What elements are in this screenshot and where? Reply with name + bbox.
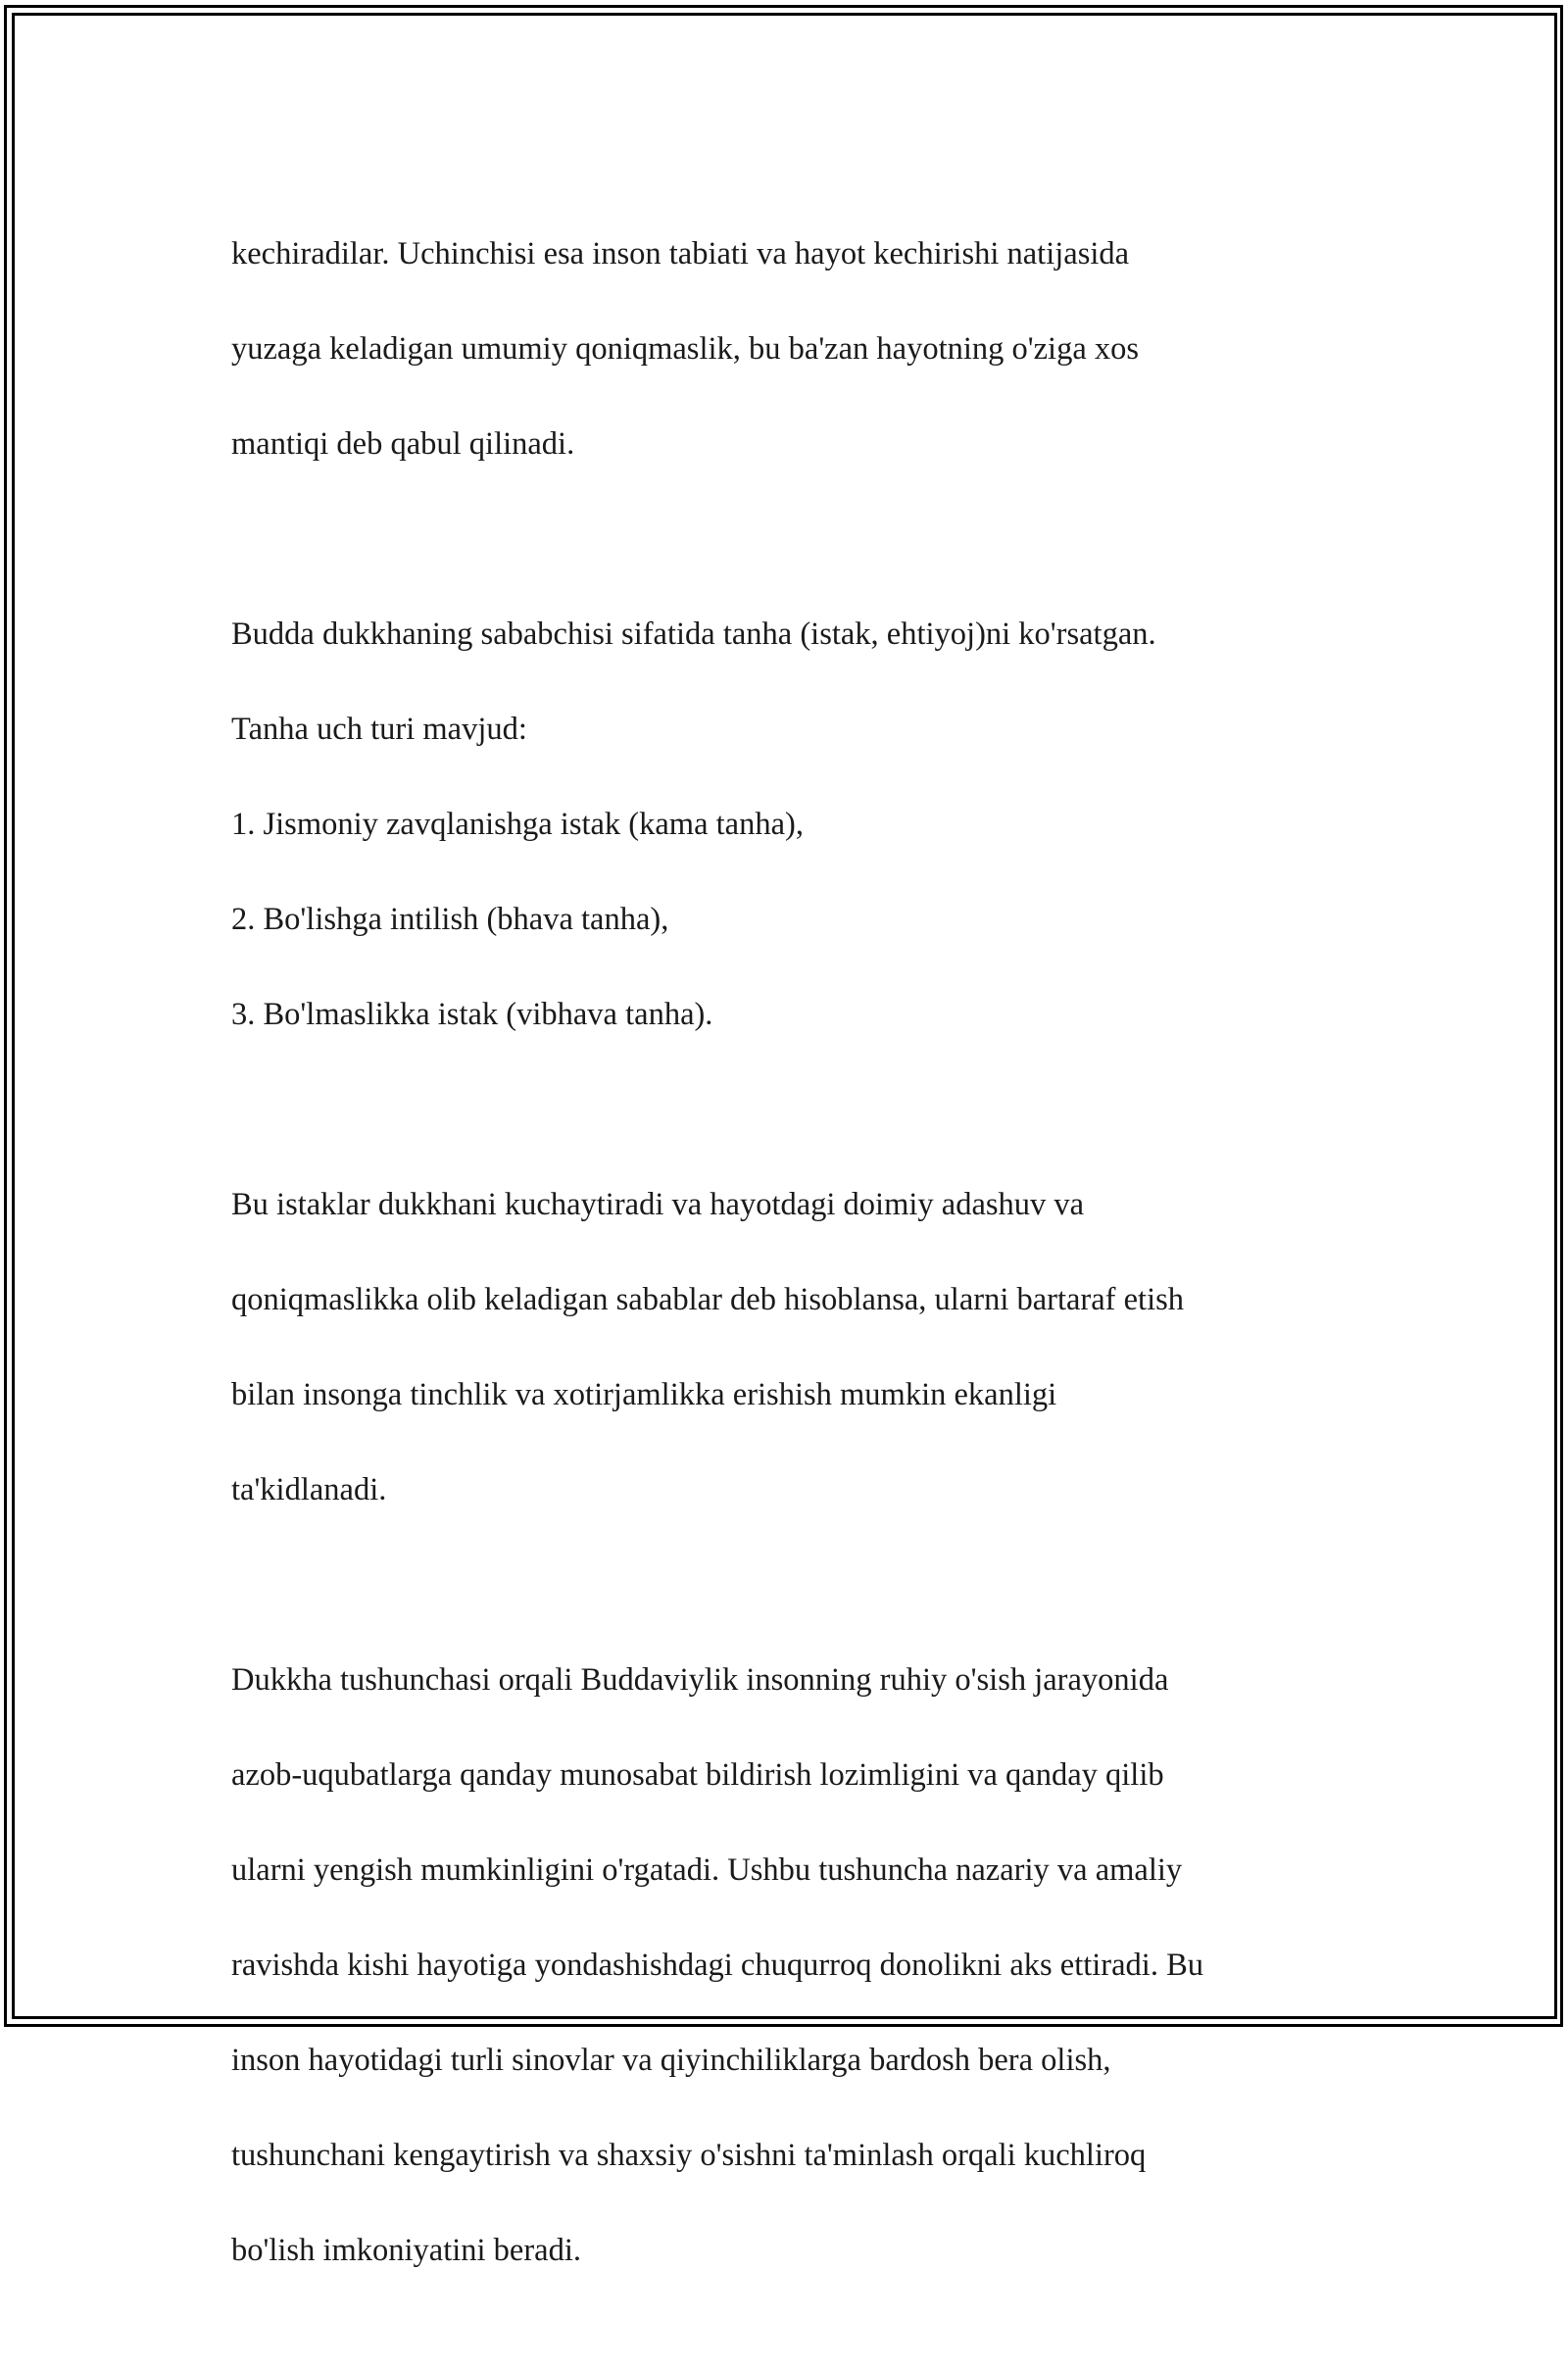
text-line: ravishda kishi hayotiga yondashishdagi chuqurroq donolikni aks ettiradi. Bu: [231, 1947, 1203, 1983]
text-line: mantiqi deb qabul qilinadi.: [231, 425, 575, 462]
text-line: Tanha uch turi mavjud:: [231, 711, 527, 747]
text-line: ularni yengish mumkinligini o'rgatadi. Ushbu tushuncha nazariy va amaliy: [231, 1851, 1183, 1888]
text-line: Budda dukkhaning sababchisi sifatida tanha (istak, ehtiyoj)ni ko'rsatgan.: [231, 616, 1156, 652]
text-line: qoniqmaslikka olib keladigan sabablar deb hisoblansa, ularni bartaraf etish: [231, 1281, 1185, 1317]
list-item: 3. Bo'lmaslikka istak (vibhava tanha).: [231, 996, 713, 1032]
text-line: kechiradilar. Uchinchisi esa inson tabiati va hayot kechirishi natijasida: [231, 235, 1130, 271]
paragraph-4: [231, 1608, 1358, 2322]
paragraph-1: [231, 182, 1358, 516]
text-line: ta'kidlanadi.: [231, 1471, 387, 1507]
paragraph-2: [231, 563, 1358, 1086]
text-line: yuzaga keladigan umumiy qoniqmaslik, bu ba'zan hayotning o'ziga xos: [231, 330, 1140, 367]
list-item: 2. Bo'lishga intilish (bhava tanha),: [231, 901, 669, 937]
list-item: 1. Jismoniy zavqlanishga istak (kama tanha),: [231, 806, 804, 842]
text-line: Dukkha tushunchasi orqali Buddaviylik insonning ruhiy o'sish jarayonida: [231, 1661, 1169, 1698]
text-line: azob-uqubatlarga qanday munosabat bildirish lozimligini va qanday qilib: [231, 1756, 1164, 1793]
paragraph-3: [231, 1133, 1358, 1561]
text-line: bilan insonga tinchlik va xotirjamlikka erishish mumkin ekanligi: [231, 1376, 1057, 1412]
text-line: tushunchani kengaytirish va shaxsiy o'sishni ta'minlash orqali kuchliroq: [231, 2137, 1147, 2173]
text-line: bo'lish imkoniyatini beradi.: [231, 2232, 581, 2268]
text-line: inson hayotidagi turli sinovlar va qiyinchiliklarga bardosh bera olish,: [231, 2042, 1111, 2078]
text-line: Bu istaklar dukkhani kuchaytiradi va hayotdagi doimiy adashuv va: [231, 1186, 1085, 1222]
document-body: [231, 182, 1358, 2369]
